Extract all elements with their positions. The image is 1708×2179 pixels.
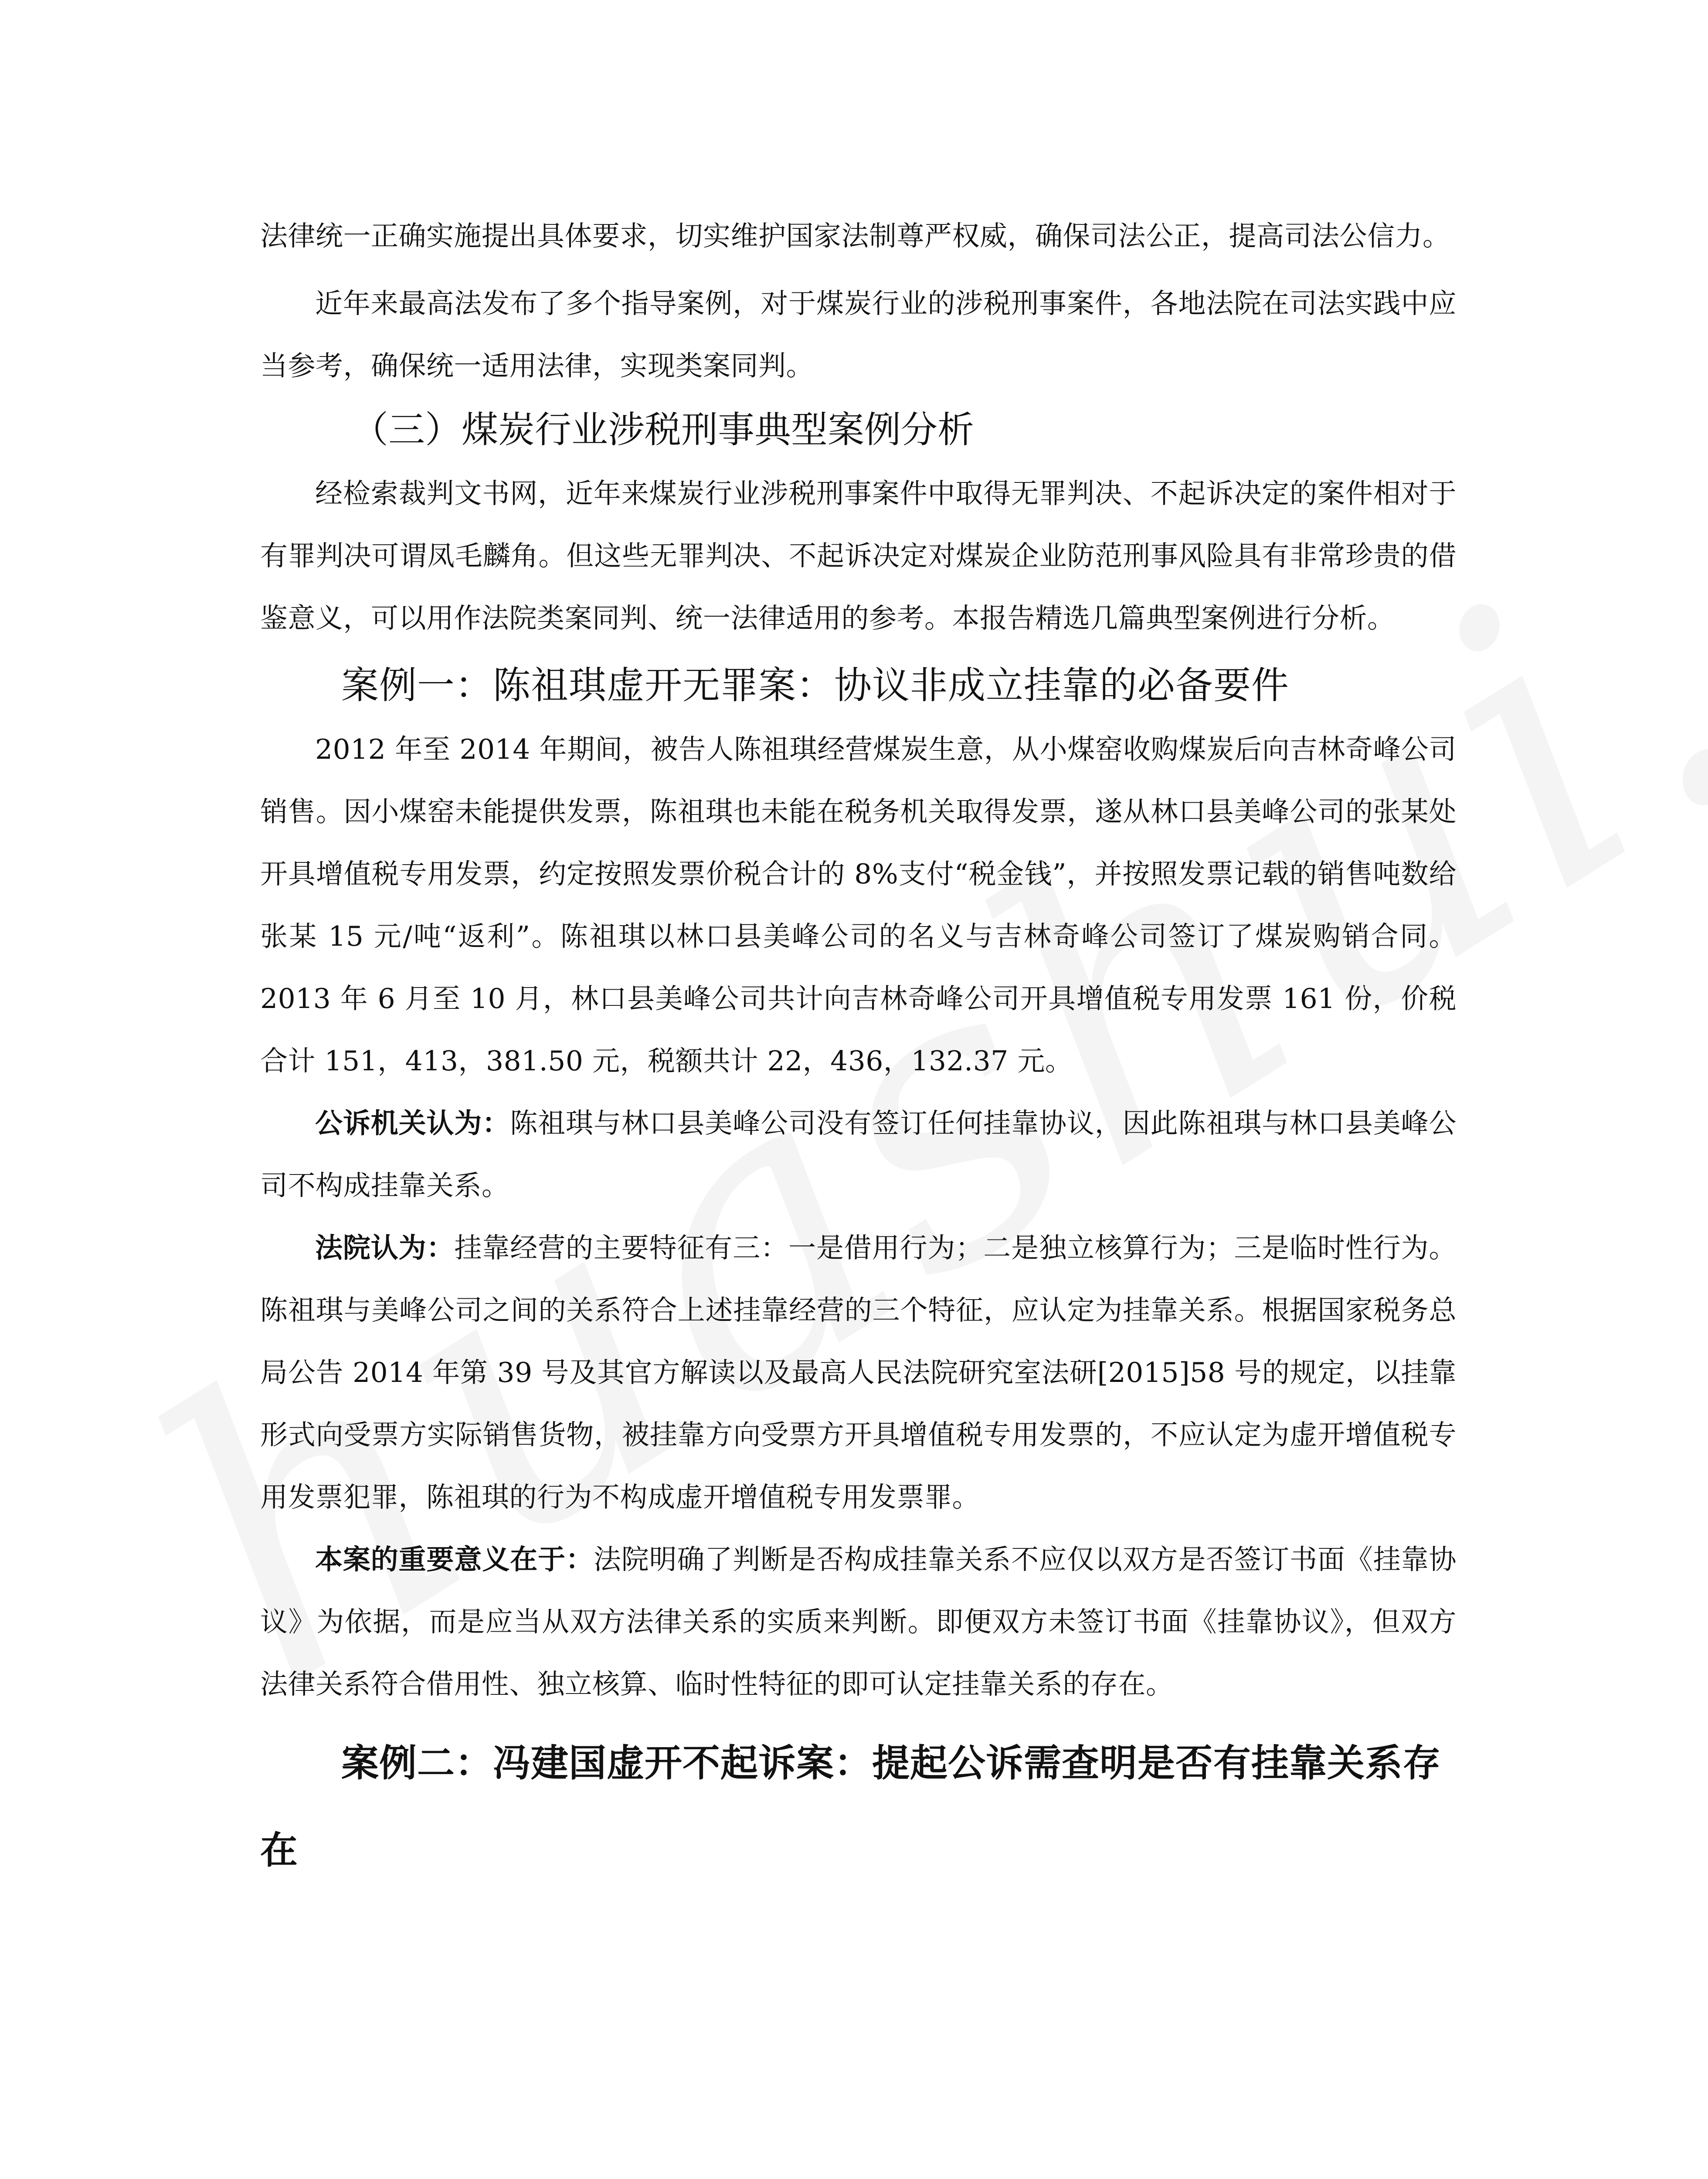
significance-lead: 本案的重要意义在于： [315,1544,594,1575]
case-1-significance [260,1528,1457,1715]
significance-text: 法院明确了判断是否构成挂靠关系不应仅以双方是否签订书面《挂靠协议》为依据，而是应当从双方法律关系的实质来判断。即便双方未签订书面《挂靠协议》，但双方法律关系符合借用性、独立核算、临时性特征的即可认定挂靠关系的存在。 [260,1544,1457,1700]
case-1-title: 案例一：陈祖琪虚开无罪案：协议非成立挂靠的必备要件 [341,664,1289,707]
court-text: 挂靠经营的主要特征有三：一是借用行为；二是独立核算行为；三是临时性行为。陈祖琪与美峰公司之间的关系符合上述挂靠经营的三个特征，应认定为挂靠关系。根据国家税务总局公告 2014 年第 39 号及其官方解读以及最高人民法院研究室法研[2015]58 号的规定，以挂靠形式向受票方实际销售货物，被挂靠方向受票方开具增值税专用发票的，不应认定为虚开增值税专用发票犯罪，陈祖琪的行为不构成虚开增值税专用发票罪。 [260,1232,1457,1513]
case-1-prosecution [260,1092,1457,1217]
case-1-court [260,1217,1457,1528]
section-heading: （三）煤炭行业涉税刑事典型案例分析 [352,408,975,451]
case-1-facts: 2012 年至 2014 年期间，被告人陈祖琪经营煤炭生意，从小煤窑收购煤炭后向吉林奇峰公司销售。因小煤窑未能提供发票，陈祖琪也未能在税务机关取得发票，遂从林口县美峰公司的张某处开具增值税专用发票，约定按照发票价税合计的 8%支付“税金钱”，并按照发票记载的销售吨数给张某 15 元/吨“返利”。陈祖琪以林口县美峰公司的名义与吉林奇峰公司签订了煤炭购销合同。2013 年 6 月至 10 月，林口县美峰公司共计向吉林奇峰公司开具增值税专用发票 161 份，价税合计 151，413，381.50 元，税额共计 22，436，132.37 元。 [260,733,1457,1077]
prosecution-text: 陈祖琪与林口县美峰公司没有签订任何挂靠协议，因此陈祖琪与林口县美峰公司不构成挂靠关系。 [260,1107,1457,1202]
paragraph-search-results: 经检索裁判文书网，近年来煤炭行业涉税刑事案件中取得无罪判决、不起诉决定的案件相对于有罪判决可谓凤毛麟角。但这些无罪判决、不起诉决定对煤炭企业防范刑事风险具有非常珍贵的借鉴意义，可以用作法院类案同判、统一法律适用的参考。本报告精选几篇典型案例进行分析。 [260,478,1457,634]
case-2-title: 案例二：冯建国虚开不起诉案：提起公诉需查明是否有挂靠关系存在 [260,1741,1441,1872]
court-lead: 法院认为： [315,1232,455,1264]
paragraph-guiding-cases: 近年来最高法发布了多个指导案例，对于煤炭行业的涉税刑事案件，各地法院在司法实践中应当参考，确保统一适用法律，实现类案同判。 [260,288,1457,382]
page-content [260,205,1457,1894]
paragraph-continued: 法律统一正确实施提出具体要求，切实维护国家法制尊严权威，确保司法公正，提高司法公信力。 [260,220,1450,252]
prosecution-lead: 公诉机关认为： [315,1107,510,1139]
